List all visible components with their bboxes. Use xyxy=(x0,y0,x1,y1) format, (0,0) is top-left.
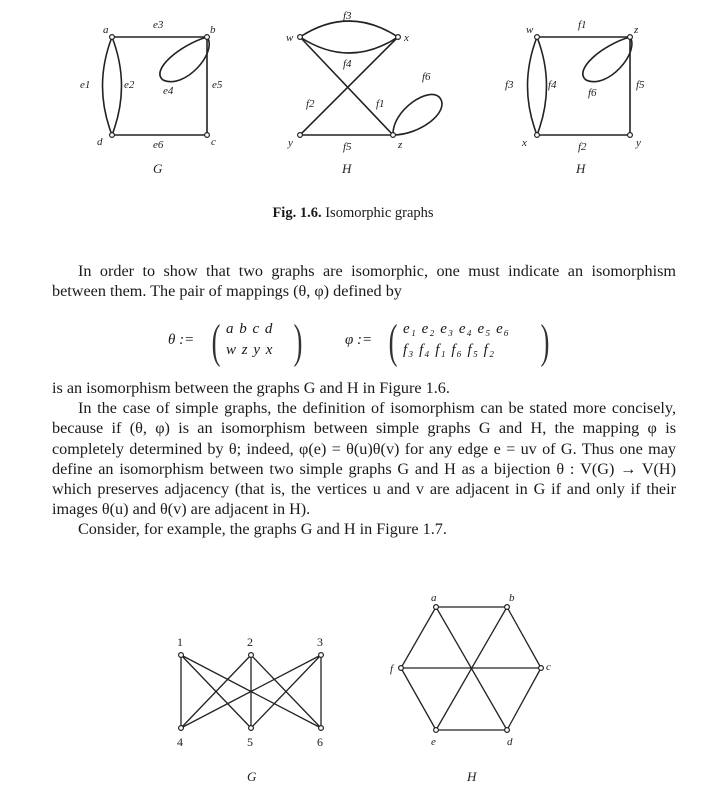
label-1: 1 xyxy=(177,635,183,649)
graph-G-fig17-caption: G xyxy=(247,769,257,784)
edge-f6-b xyxy=(583,37,632,82)
vertex-z-b xyxy=(628,35,633,40)
label-f4: f4 xyxy=(343,58,352,70)
label-6: 6 xyxy=(317,735,323,749)
label-e6: e6 xyxy=(153,139,164,151)
edge-f3 xyxy=(300,21,398,37)
label-f5: f5 xyxy=(343,141,352,153)
label-e1: e1 xyxy=(80,79,91,91)
label-d: d xyxy=(97,136,103,148)
graph-H-fig16-b xyxy=(505,19,645,176)
label-z: z xyxy=(398,139,403,151)
label-f-fig17: f xyxy=(390,663,394,675)
phi-mapping xyxy=(345,316,565,368)
vertex-y xyxy=(298,133,303,138)
label-3: 3 xyxy=(317,635,323,649)
graph-H-caption-b: H xyxy=(576,161,586,176)
phi-label: φ := xyxy=(345,332,373,348)
label-c-fig17: c xyxy=(546,661,551,673)
label-y: y xyxy=(288,137,293,149)
vertex-3 xyxy=(319,653,324,658)
label-f2: f2 xyxy=(306,98,315,110)
label-a: a xyxy=(103,24,109,36)
edge-e4 xyxy=(160,37,209,82)
label-f1: f1 xyxy=(376,98,385,110)
vertex-c-fig17 xyxy=(539,666,544,671)
graph-H-fig17 xyxy=(390,592,551,784)
label-f6-b: f6 xyxy=(588,87,597,99)
label-f5-b: f5 xyxy=(636,79,645,91)
vertex-2 xyxy=(249,653,254,658)
edge-e1 xyxy=(103,37,113,135)
vertex-x xyxy=(396,35,401,40)
label-b: b xyxy=(210,24,216,36)
vertex-d xyxy=(110,133,115,138)
label-f4-b: f4 xyxy=(548,79,557,91)
theta-left-paren: ( xyxy=(211,315,221,368)
label-e2: e2 xyxy=(124,79,135,91)
edge-f4-b xyxy=(537,37,547,135)
label-w-b: w xyxy=(526,24,534,36)
vertex-z xyxy=(391,133,396,138)
label-e-fig17: e xyxy=(431,736,436,748)
label-c: c xyxy=(211,136,216,148)
edge-f3-b xyxy=(528,37,538,135)
phi-top-row: e₁ e₂ e₃ e₄ e₅ e₆ xyxy=(403,321,510,337)
graph-G-caption: G xyxy=(153,161,163,176)
edge-f6 xyxy=(393,94,442,135)
vertex-x-b xyxy=(535,133,540,138)
vertex-d-fig17 xyxy=(505,728,510,733)
paragraph-body-line1: is an isomorphism between the graphs G and H in Figure 1.6. xyxy=(52,379,450,397)
label-2: 2 xyxy=(247,635,253,649)
paragraph-body-line2: In the case of simple graphs, the definition of isomorphism can be stated more concisely, because if (θ, φ) is an isomorphism between simple graphs G and H, the mapping φ is completely determined by θ; indeed, φ(e) = θ(u)θ(v) for any edge e = uv of G. Thus one may define an isomorphism between two simple graphs G and H as a bijection θ : V(G) → V(H) which preserves adjacency (that is, the vertices u and v are adjacent in G if and only if their images θ(u) and θ(v) are adjacent in H). xyxy=(52,399,676,519)
graph-G-fig17 xyxy=(177,635,323,784)
phi-right-paren: ) xyxy=(540,315,550,368)
graph-H-fig17-caption: H xyxy=(467,769,477,784)
vertex-1 xyxy=(179,653,184,658)
paragraph-intro xyxy=(52,261,676,301)
paragraph-intro-text: In order to show that two graphs are isomorphic, one must indicate an isomorphism between them. The pair of mappings (θ, φ) defined by xyxy=(52,262,676,301)
label-b-fig17: b xyxy=(509,592,515,604)
label-d-fig17: d xyxy=(507,736,513,748)
label-f2-b: f2 xyxy=(578,141,587,153)
vertex-w-b xyxy=(535,35,540,40)
theta-right-paren: ) xyxy=(293,315,303,368)
graph-H-fig16-a xyxy=(286,10,442,176)
vertex-4 xyxy=(179,726,184,731)
label-w: w xyxy=(286,32,294,44)
label-f6: f6 xyxy=(422,71,431,83)
vertex-5 xyxy=(249,726,254,731)
theta-bottom-row: w z y x xyxy=(226,342,274,358)
figure-caption-text: Isomorphic graphs xyxy=(325,205,434,221)
label-y-b: y xyxy=(636,137,641,149)
theta-label: θ := xyxy=(168,332,195,348)
figure-caption xyxy=(0,205,706,222)
label-e3: e3 xyxy=(153,19,164,31)
edge-e2 xyxy=(112,37,122,135)
vertex-c xyxy=(205,133,210,138)
label-x-b: x xyxy=(522,137,527,149)
label-e4: e4 xyxy=(163,85,174,97)
label-f1-b: f1 xyxy=(578,19,587,31)
paragraph-body xyxy=(52,378,676,540)
phi-bottom-row: f₃ f₄ f₁ f₆ f₅ f₂ xyxy=(403,342,496,358)
vertex-y-b xyxy=(628,133,633,138)
vertex-b xyxy=(205,35,210,40)
vertex-b-fig17 xyxy=(505,605,510,610)
label-a-fig17: a xyxy=(431,592,437,604)
vertex-f-fig17 xyxy=(399,666,404,671)
theta-top-row: a b c d xyxy=(226,321,274,337)
vertex-6 xyxy=(319,726,324,731)
label-4: 4 xyxy=(177,735,183,749)
theta-mapping xyxy=(168,316,318,368)
label-z-b: z xyxy=(634,24,639,36)
label-x: x xyxy=(404,32,409,44)
vertex-a-fig17 xyxy=(434,605,439,610)
vertex-a xyxy=(110,35,115,40)
phi-left-paren: ( xyxy=(388,315,398,368)
label-f3-b: f3 xyxy=(505,79,514,91)
vertex-e-fig17 xyxy=(434,728,439,733)
label-5: 5 xyxy=(247,735,253,749)
graph-G-fig16 xyxy=(80,19,223,176)
label-e5: e5 xyxy=(212,79,223,91)
label-f3: f3 xyxy=(343,10,352,22)
vertex-w xyxy=(298,35,303,40)
figure-caption-label: Fig. 1.6. xyxy=(272,205,322,221)
paragraph-body-line3: Consider, for example, the graphs G and H in Figure 1.7. xyxy=(78,520,447,539)
graph-H-caption-a: H xyxy=(342,161,352,176)
